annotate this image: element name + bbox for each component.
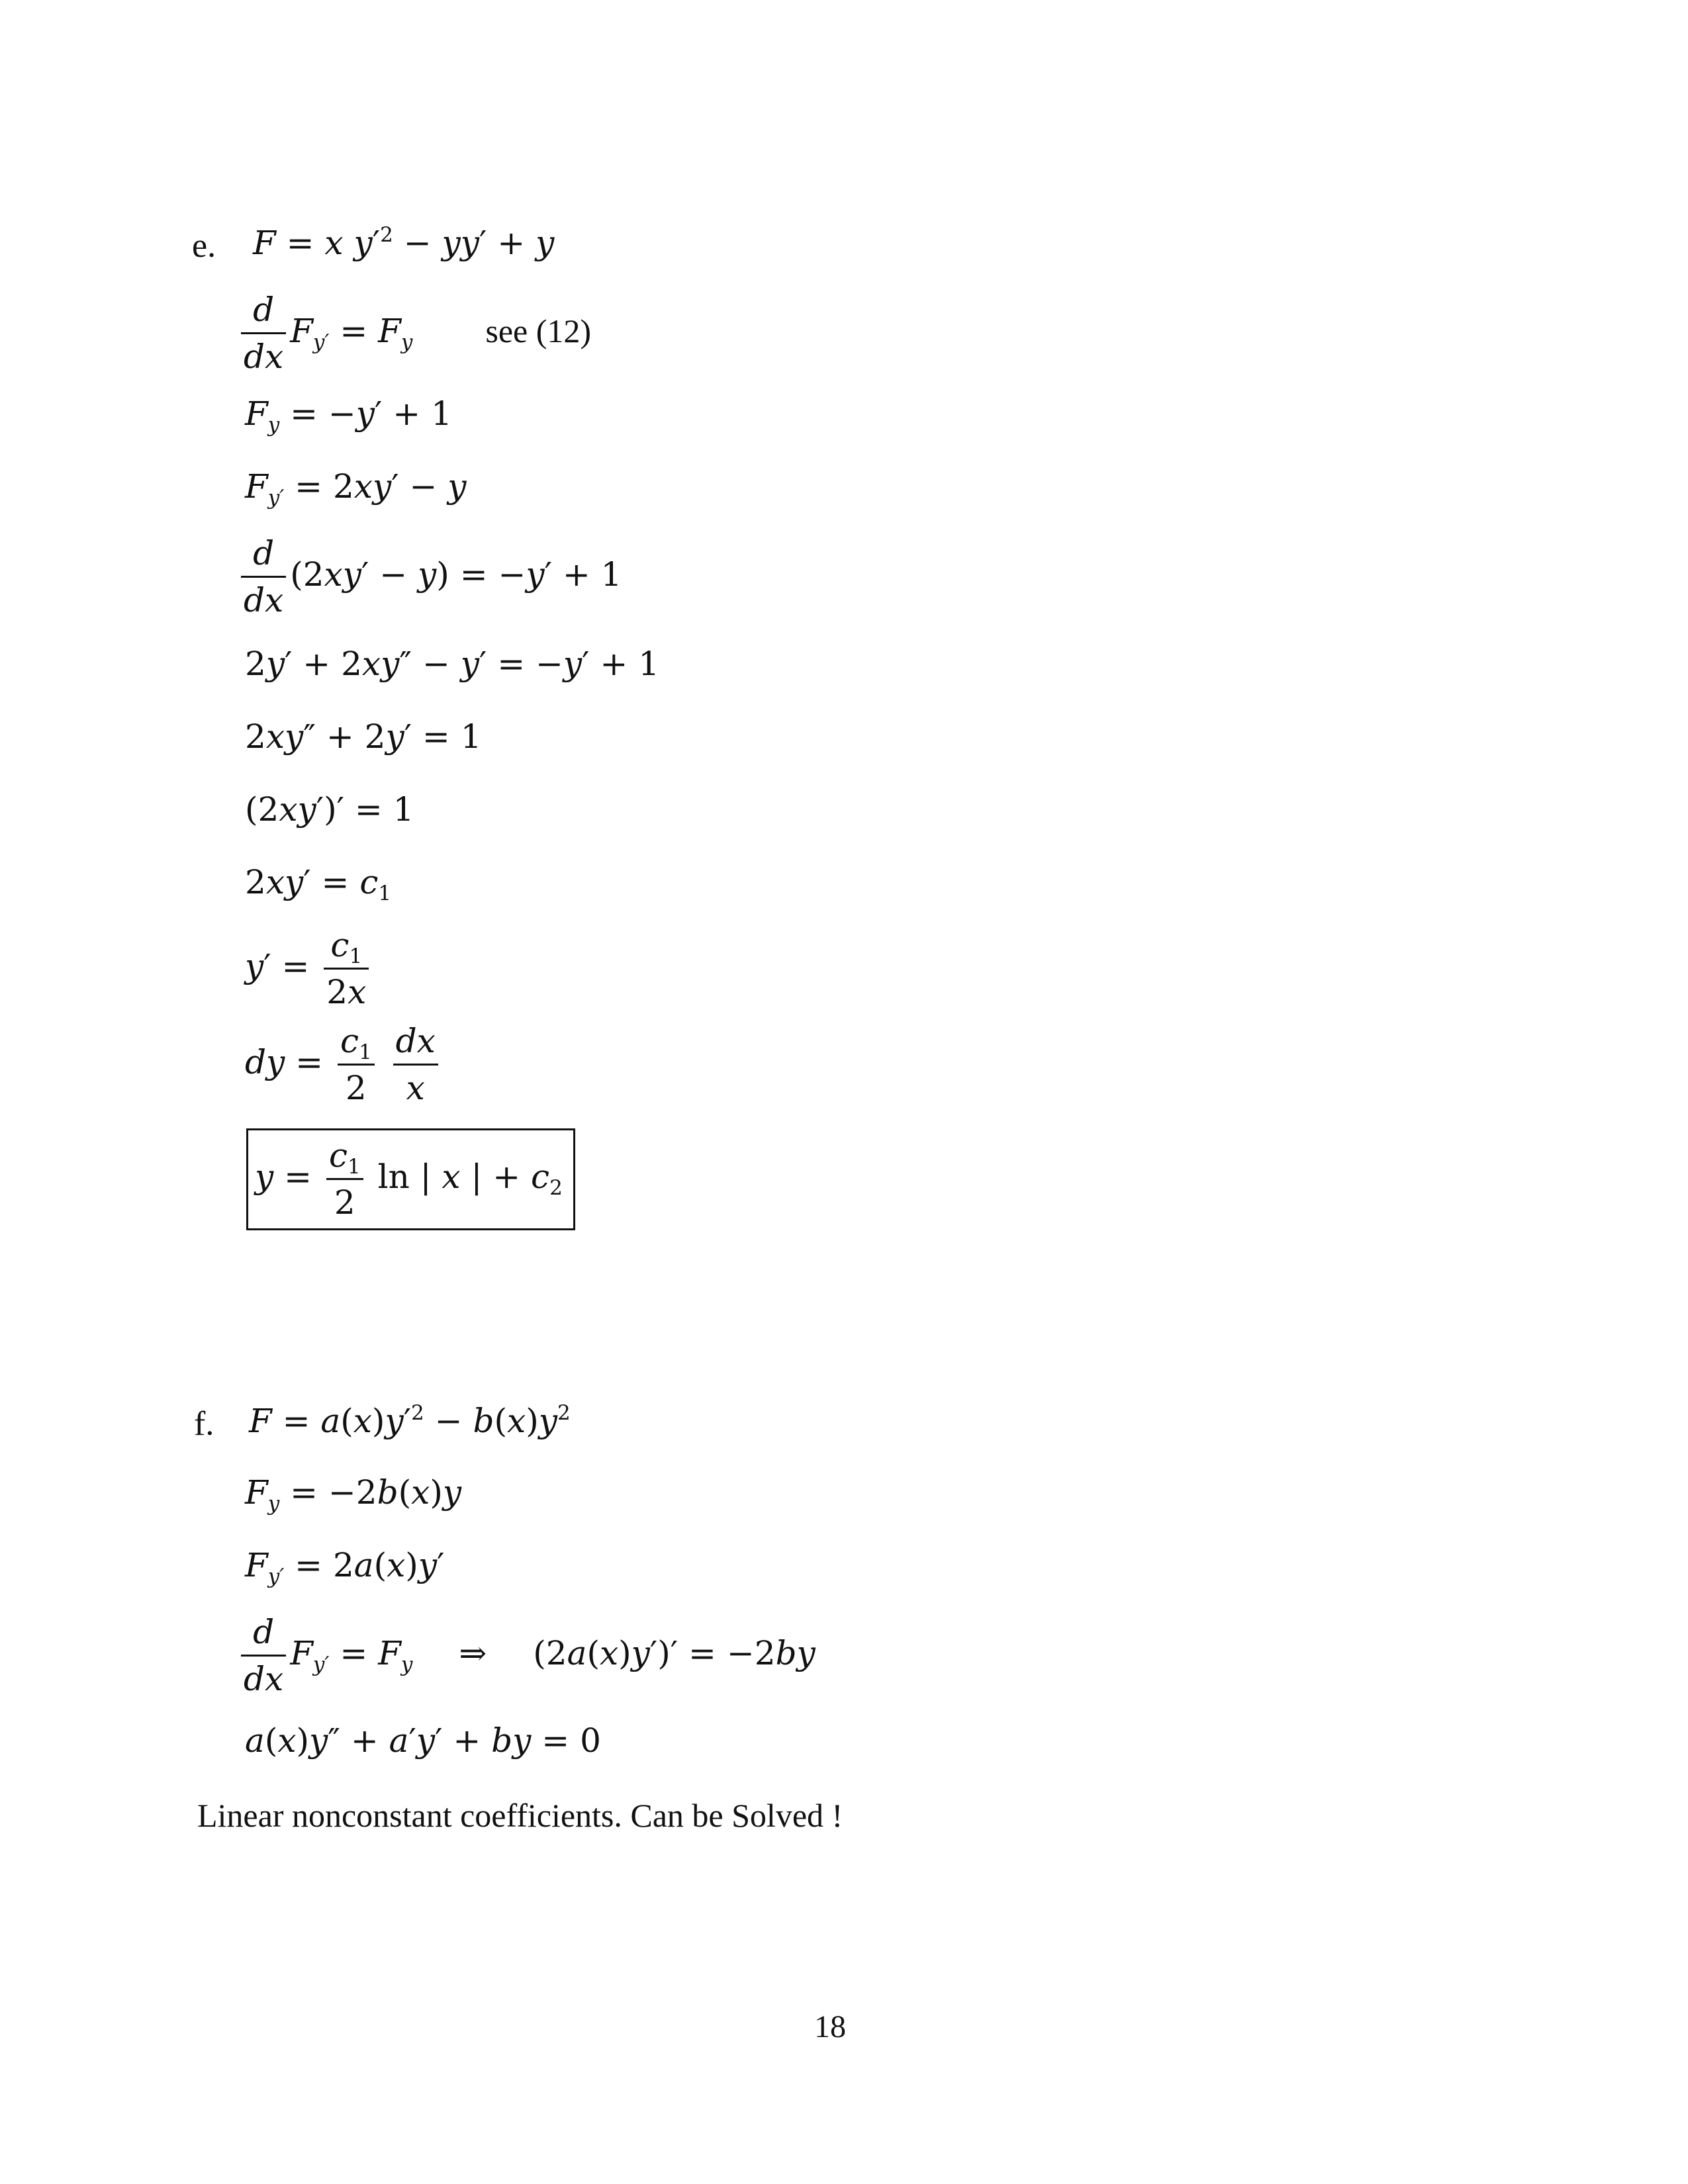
part-e-simplified: 2xy″ + 2y′ = 1 [245, 717, 482, 756]
part-f-ode: a(x)y″ + a′y′ + by = 0 [245, 1721, 601, 1760]
part-e-total-derivative: (2xy′)′ = 1 [245, 790, 414, 829]
part-f-functional: $F = a(x)y'^2 - b(x)y^2$ [249, 1400, 571, 1440]
part-e-fy: $F_y = -y' + 1$ [245, 394, 452, 437]
part-e-functional: F = x $y'^2 - yy' + y$ [253, 222, 555, 262]
part-e-substitution: $\frac{d}{dx}$ (2xy′ − y) = −y′ + 1 [237, 535, 622, 619]
page-number: 18 [814, 2009, 846, 2044]
part-f-euler-lagrange: $\frac{d}{dx}$ $F_{y'} = F_y$ ⇒ (2a(x)y′)′ = −2by [237, 1614, 816, 1698]
part-e-result-box: y = $\frac{c_1}{2}$ ln | x | + $c_2$ [246, 1128, 575, 1230]
see-reference: see (12) [485, 312, 592, 349]
part-e-euler-lagrange: $\frac{d}{dx}$ $F_{y'} = F_y$ see (12) [237, 291, 591, 376]
part-f-label: f. [194, 1405, 214, 1443]
part-f-conclusion: Linear nonconstant coefficients. Can be Solved ! [197, 1797, 843, 1834]
part-e-label: e. [192, 227, 216, 265]
part-e-integrated: $2xy' = c_1$ [245, 863, 392, 905]
part-e-fyprime: $F_{y'} = 2xy' - y$ [245, 467, 467, 510]
part-f-fy: $F_y = -2b(x)y$ [245, 1473, 462, 1516]
part-e-expansion: 2y′ + 2xy″ − y′ = −y′ + 1 [245, 645, 660, 683]
part-e-yprime: y′ = $\frac{c_1}{2x}$ [245, 927, 373, 1011]
part-e-separated: dy = $\frac{c_1}{2}$ $\frac{dx}{x}$ [245, 1023, 442, 1107]
part-f-fyprime: $F_{y'} = 2a(x)y'$ [245, 1546, 445, 1588]
